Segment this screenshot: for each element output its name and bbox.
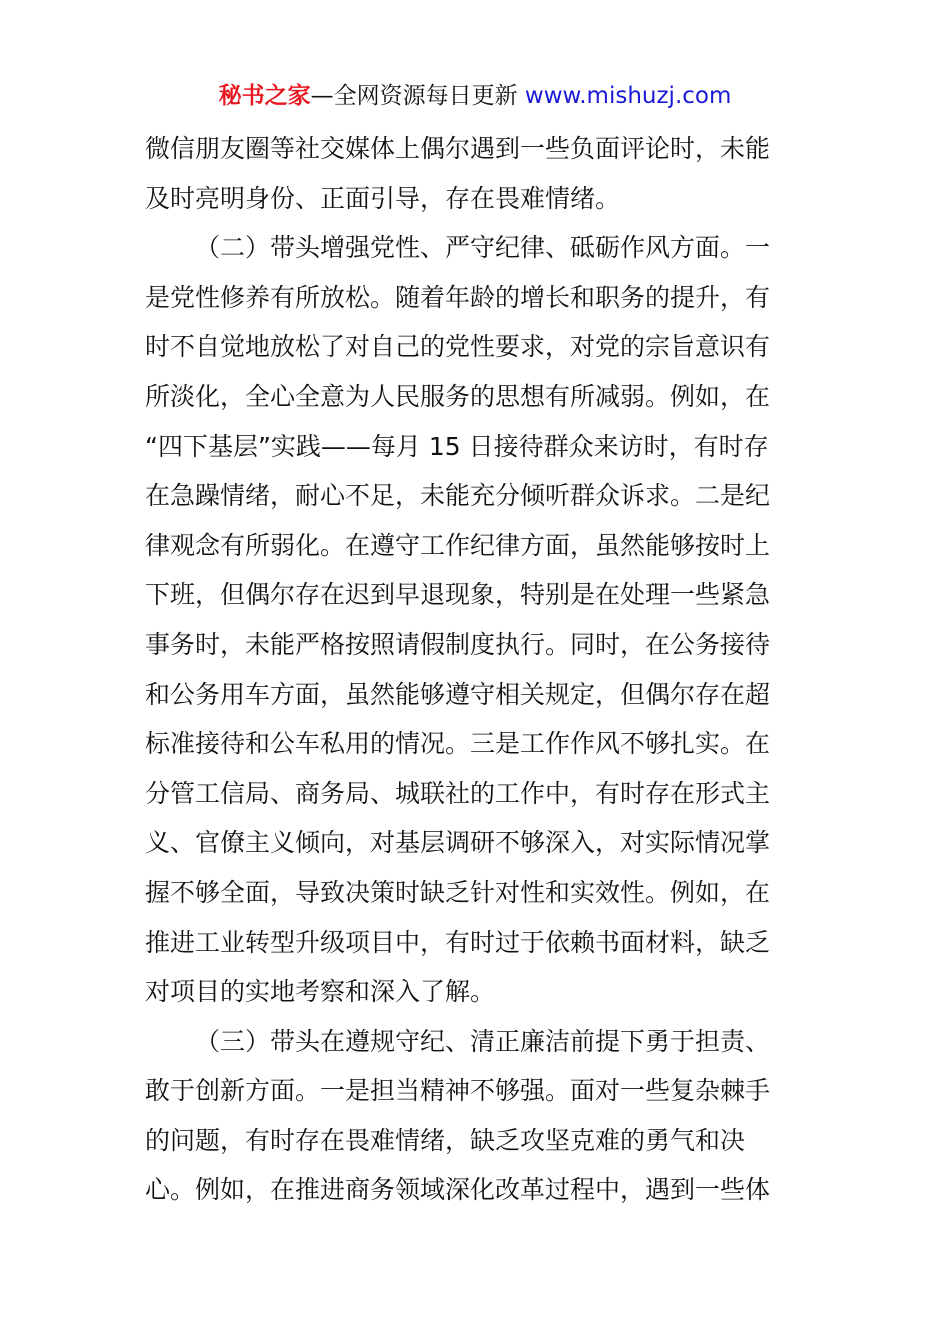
- text-line: 是党性修养有所放松。随着年龄的增长和职务的提升，有: [145, 282, 771, 312]
- header-tagline: —全网资源每日更新: [310, 83, 518, 109]
- text-line: 律观念有所弱化。在遵守工作纪律方面，虽然能够按时上: [145, 530, 771, 560]
- text-line: 及时亮明身份、正面引导，存在畏难情绪。: [145, 183, 621, 213]
- text-line: 下班，但偶尔存在迟到早退现象，特别是在处理一些紧急: [145, 580, 771, 610]
- text-line: 推进工业转型升级项目中，有时过于依赖书面材料，缺乏: [145, 927, 771, 957]
- text-line: 标准接待和公车私用的情况。三是工作作风不够扎实。在: [145, 729, 771, 759]
- text-line: 的问题，有时存在畏难情绪，缺乏攻坚克难的勇气和决: [145, 1125, 746, 1155]
- text-line: 事务时，未能严格按照请假制度执行。同时，在公务接待: [145, 629, 771, 659]
- text-line: 分管工信局、商务局、城联社的工作中，有时存在形式主: [145, 778, 771, 808]
- text-line: “四下基层”实践——每月 15 日接待群众来访时，有时存: [145, 431, 769, 461]
- text-line: 在急躁情绪，耐心不足，未能充分倾听群众诉求。二是纪: [145, 481, 771, 511]
- paragraph-heading-line: （二）带头增强党性、严守纪律、砥砺作风方面。一: [195, 233, 771, 263]
- text-line: 心。例如，在推进商务领域深化改革过程中，遇到一些体: [145, 1175, 771, 1205]
- text-line: 时不自觉地放松了对自己的党性要求，对党的宗旨意识有: [145, 332, 771, 362]
- document-body: [145, 124, 807, 1215]
- site-header: [0, 80, 950, 112]
- text-line: 微信朋友圈等社交媒体上偶尔遇到一些负面评论时，未能: [145, 134, 771, 163]
- brand-name: 秘书之家: [218, 83, 311, 109]
- paragraph-heading-line: （三）带头在遵规守纪、清正廉洁前提下勇于担责、: [195, 1026, 771, 1056]
- text-line: 敢于创新方面。一是担当精神不够强。面对一些复杂棘手: [145, 1076, 771, 1106]
- site-url-link[interactable]: www.mishuzj.com: [524, 83, 732, 109]
- text-line: 义、官僚主义倾向，对基层调研不够深入，对实际情况掌: [145, 828, 771, 858]
- text-line: 所淡化，全心全意为人民服务的思想有所减弱。例如，在: [145, 381, 771, 411]
- text-line: 和公务用车方面，虽然能够遵守相关规定，但偶尔存在超: [145, 679, 771, 709]
- text-line: 对项目的实地考察和深入了解。: [145, 977, 496, 1007]
- text-line: 握不够全面，导致决策时缺乏针对性和实效性。例如，在: [145, 877, 771, 907]
